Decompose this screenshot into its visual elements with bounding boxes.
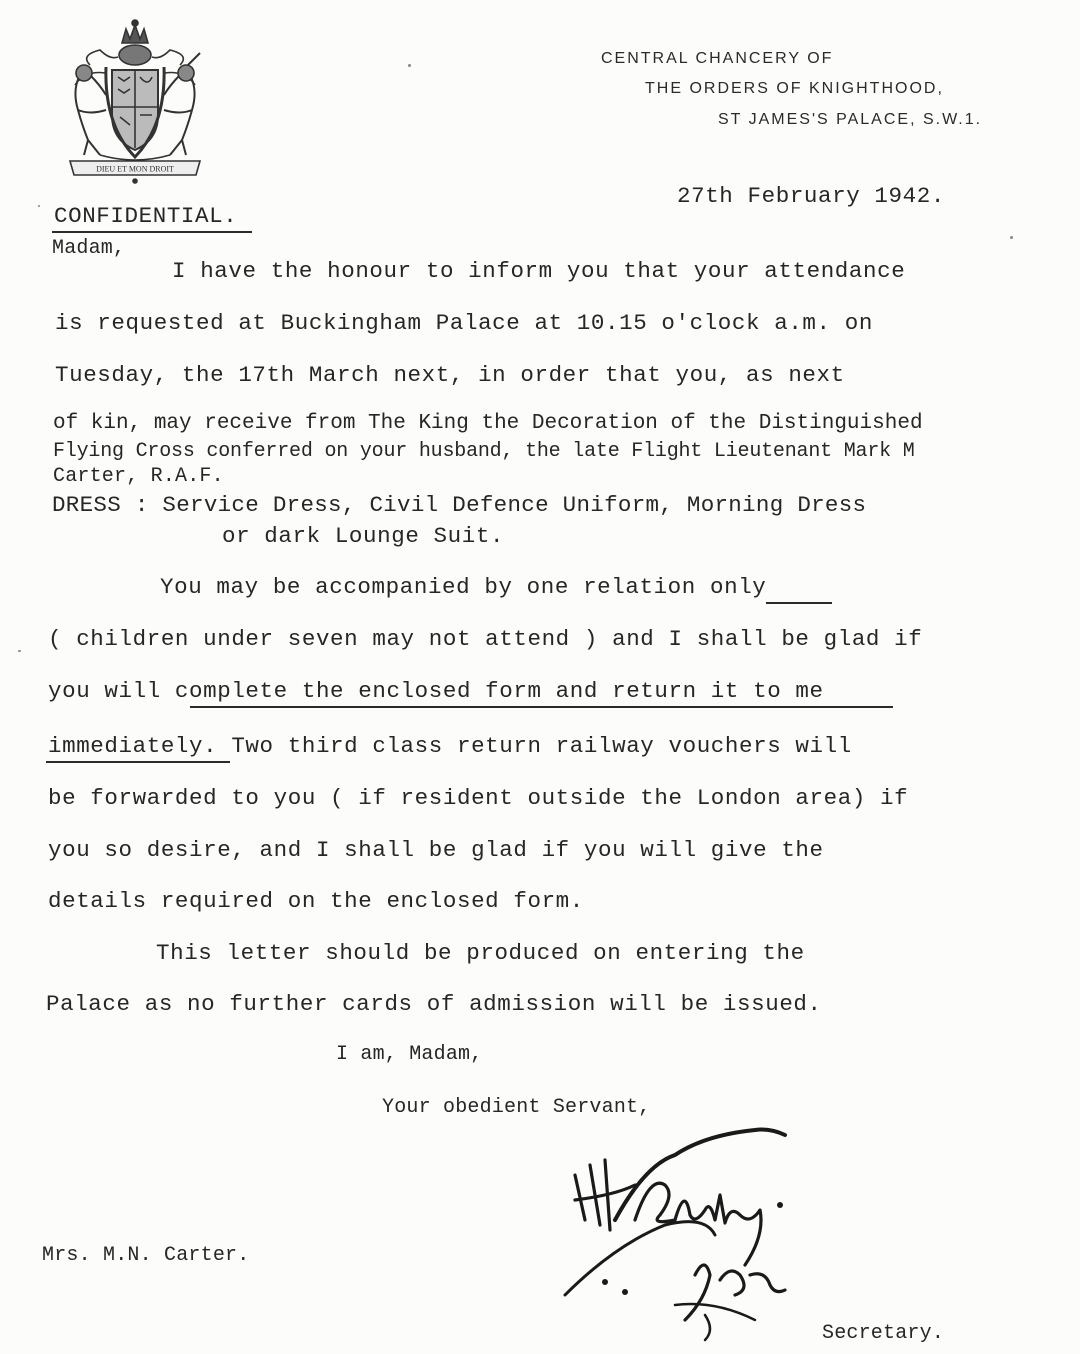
body-line: you will complete the enclosed form and return it to me (48, 678, 824, 704)
confidential-underline (52, 231, 252, 233)
body-line: immediately. Two third class return railway vouchers will (48, 733, 852, 759)
body-line: Carter, R.A.F. (53, 465, 224, 488)
body-line: This letter should be produced on entering the (156, 940, 805, 966)
immediately-underline (46, 761, 230, 763)
complete-form-underline (190, 706, 893, 708)
paper-speck (18, 650, 21, 652)
addressee: Mrs. M.N. Carter. (42, 1244, 250, 1267)
closing-line: Your obedient Servant, (382, 1096, 651, 1119)
letter-date: 27th February 1942. (677, 183, 945, 209)
paper-speck (38, 205, 40, 207)
signatory-title: Secretary. (822, 1322, 945, 1345)
body-line: Palace as no further cards of admission will be issued. (46, 991, 822, 1017)
body-line: details required on the enclosed form. (48, 888, 584, 914)
body-line: Flying Cross conferred on your husband, the late Flight Lieutenant Mark M (53, 440, 915, 463)
paper-speck (1010, 236, 1013, 239)
body-line: you so desire, and I shall be glad if you will give the (48, 837, 824, 863)
handwritten-signature (555, 1125, 815, 1345)
body-line: Tuesday, the 17th March next, in order that you, as next (55, 362, 845, 388)
only-underline (766, 602, 832, 604)
body-line: ( children under seven may not attend ) and I shall be glad if (48, 626, 923, 652)
address-line-1: CENTRAL CHANCERY OF (601, 50, 834, 67)
dress-line: DRESS : Service Dress, Civil Defence Uniform, Morning Dress (52, 492, 867, 518)
closing-line: I am, Madam, (336, 1043, 483, 1066)
body-line: is requested at Buckingham Palace at 10.15 o'clock a.m. on (55, 310, 873, 336)
body-line: I have the honour to inform you that your attendance (172, 258, 906, 284)
paper-speck (408, 64, 411, 67)
dress-line: or dark Lounge Suit. (222, 523, 505, 549)
body-line: be forwarded to you ( if resident outside the London area) if (48, 785, 909, 811)
address-line-2: THE ORDERS OF KNIGHTHOOD, (645, 80, 944, 97)
address-line-3: ST JAMES'S PALACE, S.W.1. (718, 111, 983, 128)
body-line: You may be accompanied by one relation only (160, 574, 767, 600)
body-line: of kin, may receive from The King the Decoration of the Distinguished (53, 412, 923, 435)
salutation: Madam, (52, 237, 126, 260)
royal-crest-icon (60, 15, 210, 185)
confidential-heading: CONFIDENTIAL. (54, 203, 238, 229)
svg-text:DIEU ET MON DROIT: DIEU ET MON DROIT (96, 164, 174, 174)
